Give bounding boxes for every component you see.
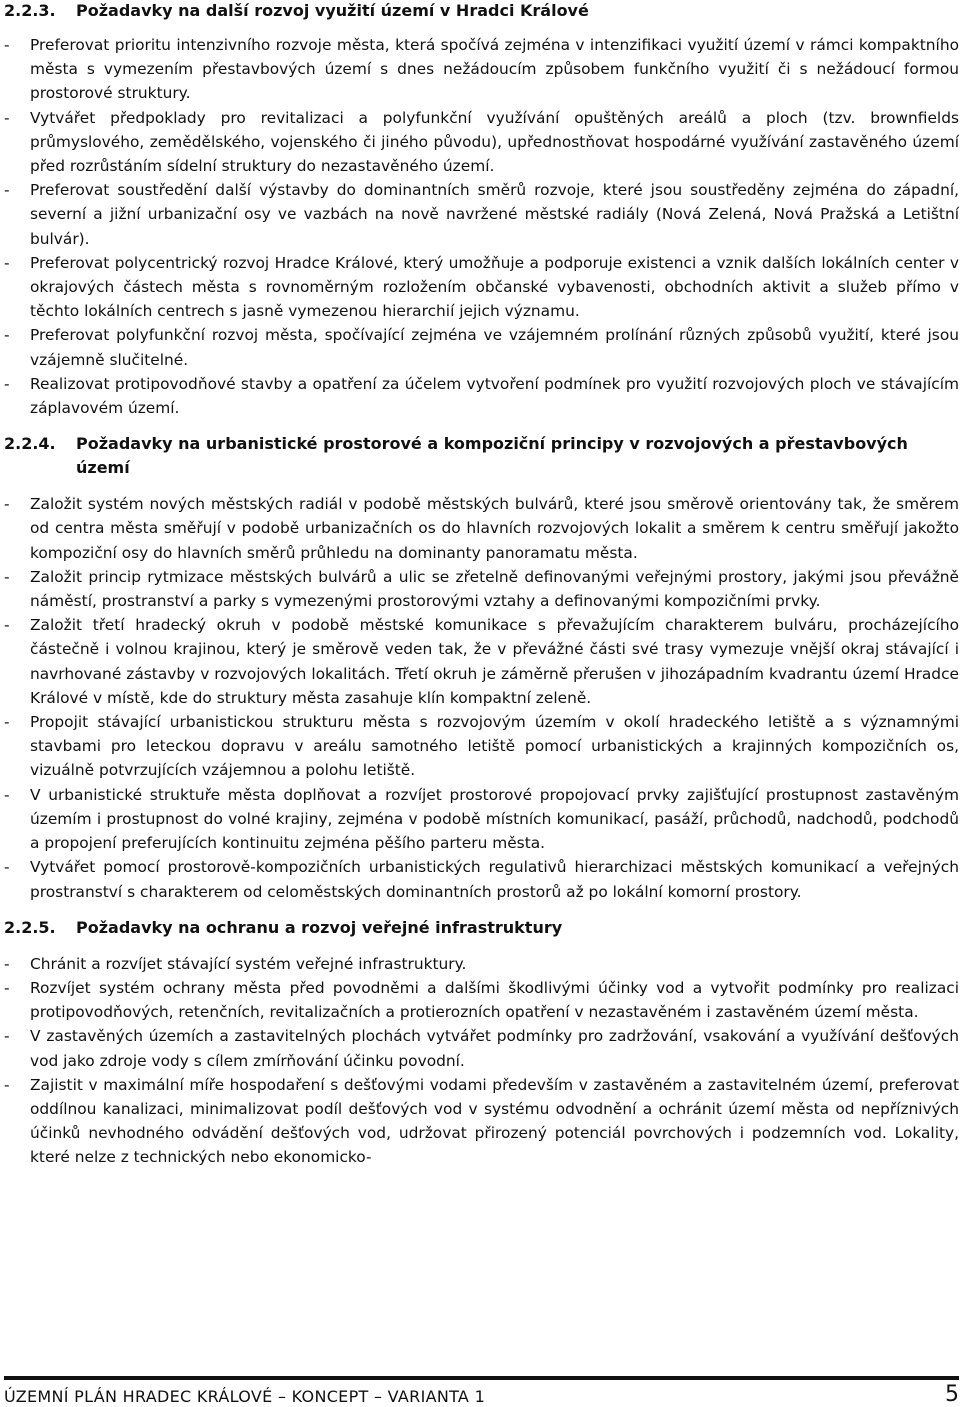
section-heading (4, 916, 959, 940)
list-item (4, 710, 959, 783)
list-dash: - (4, 713, 10, 732)
list-item (4, 323, 959, 371)
section-number: 2.2.3. (4, 1, 56, 20)
list-item-text: Založit princip rytmizace městských bulvárů a ulic se zřetelně definovanými veřejnými prostory, jakými jsou převážně náměstí, prostranství a parky s vymezenými prostorovými vztahy a definovanými kompozičními prvky. (30, 567, 959, 611)
list-item-text: V zastavěných územích a zastavitelných plochách vytvářet podmínky pro zadržování, vsakování a využívání dešťových vod jako zdroje vody s cílem zmírňování účinku povodní. (30, 1027, 959, 1070)
list-item (4, 492, 959, 565)
section-heading (4, 0, 959, 23)
list-item-text: Zajistit v maximální míře hospodaření s dešťovými vodami především v zastavěném a zastavitelném území, preferovat oddílnou kanalizaci, minimalizovat podíl dešťových vod v systému odvodnění a ochránit území města od nepříznivých účinků nevhodného odvádění dešťových vod, udržovat přirozený potenciál povrchových i podzemních vod. Lokality, které nelze z technických nebo ekonomicko- (30, 1075, 959, 1167)
list-item (4, 1024, 959, 1072)
footer-row (4, 1384, 959, 1406)
list-item-text: Preferovat soustředění další výstavby do dominantních směrů rozvoje, které jsou soustředěny zejména do západní, severní a jižní urbanizační osy ve vazbách na nově navržené městské radiály (Nová Zelená, Nová Pražská a Letištní bulvár). (30, 181, 959, 248)
list-dash: - (4, 978, 10, 997)
list-item-text: Preferovat prioritu intenzivního rozvoje města, která spočívá zejména v intenzifikaci využití území v rámci kompaktního města s vymezením přestavbových území s dnes nežádoucím způsobem funkčního využití či s nežádoucí formou prostorové struktury. (30, 36, 959, 103)
list-item-text: Preferovat polyfunkční rozvoj města, spočívající zejména ve vzájemném prolínání různých způsobů využití, které jsou vzájemně slučitelné. (30, 326, 959, 369)
list-item (4, 976, 959, 1024)
list-item (4, 783, 959, 856)
list-dash: - (4, 374, 10, 393)
list-dash: - (4, 253, 10, 272)
section-number: 2.2.5. (4, 917, 56, 937)
list-item-text: Propojit stávající urbanistickou strukturu města s rozvojovým územím v okolí hradeckého letiště a s významnými stavbami pro leteckou dopravu v areálu samotného letiště pomocí urbanistických a krajinných kompozičních os, vizuálně potvrzujících vzájemnou a polohu letiště. (30, 713, 959, 780)
footer-divider (4, 1376, 959, 1380)
list-item-text: Založit systém nových městských radiál v podobě městských bulvárů, které jsou směrově orientovány tak, že směrem od centra města směřují v podobě urbanizačních os do hlavních rozvojových lokalit a směrem k centru směřují jakožto kompoziční osy do hlavních směrů průhledu na dominanty panoramatu města. (30, 495, 959, 562)
list-dash: - (4, 326, 10, 345)
document-page (4, 0, 959, 1170)
list-item-text: Založit třetí hradecký okruh v podobě městské komunikace s převažujícím charakterem bulváru, procházejícího částečně i volnou krajinou, který je směrově veden tak, že v převážné části své trasy vymezuje vnější okraj stávající i navrhované zástavby v rozvojových lokalitách. Třetí okruh je záměrně přerušen v jihozápadním kvadrantu území Hradce Králové v místě, kde do struktury města zasahuje klín kompaktní zeleně. (30, 616, 959, 707)
requirements-list (4, 33, 959, 420)
list-item (4, 372, 959, 420)
list-dash: - (4, 1027, 10, 1046)
list-item (4, 251, 959, 324)
list-item (4, 952, 959, 976)
section-title: Požadavky na urbanistické prostorové a kompoziční principy v rozvojových a přestavbových území (76, 434, 908, 478)
list-item (4, 613, 959, 710)
page-footer (4, 1376, 959, 1406)
list-dash: - (4, 181, 10, 200)
list-dash: - (4, 108, 10, 127)
list-dash: - (4, 616, 10, 635)
list-item (4, 565, 959, 613)
list-item (4, 106, 959, 179)
requirements-list (4, 492, 959, 903)
section-heading (4, 432, 959, 480)
list-dash: - (4, 858, 10, 877)
list-dash: - (4, 954, 10, 973)
list-item (4, 1073, 959, 1170)
list-item-text: V urbanistické struktuře města doplňovat a rozvíjet prostorové propojovací prvky zajišťující prostupnost zastavěným územím i prostupnost do volné krajiny, zejména v podobě místních komunikací, pasáží, průchodů, nadchodů, podchodů a propojení preferujících kontinuitu zejména pěšího parteru města. (30, 785, 959, 853)
list-item-text: Chránit a rozvíjet stávající systém veřejné infrastruktury. (30, 954, 467, 973)
footer-title: ÚZEMNÍ PLÁN HRADEC KRÁLOVÉ – KONCEPT – VARIANTA 1 (4, 1387, 486, 1406)
list-item (4, 178, 959, 251)
list-item-text: Preferovat polycentrický rozvoj Hradce Králové, který umožňuje a podporuje existenci a vznik dalších lokálních center v okrajových částech města s rovnoměrným rozložením občanské vybavenosti, obchodních aktivit a služeb přímo v těchto lokálních centrech s jasně vymezenou hierarchií jejich významu. (30, 253, 959, 321)
section-title: Požadavky na ochranu a rozvoj veřejné infrastruktury (76, 917, 563, 937)
section-title: Požadavky na další rozvoj využití území v Hradci Králové (76, 1, 589, 20)
page-number: 5 (945, 1382, 959, 1407)
list-item-text: Rozvíjet systém ochrany města před povodněmi a dalšími škodlivými účinky vod a vytvořit podmínky pro realizaci protipovodňových, retenčních, revitalizačních a protierozních opatření v nezastavěném i zastavěném území města. (30, 978, 959, 1022)
list-dash: - (4, 785, 10, 804)
section-number: 2.2.4. (4, 434, 56, 454)
list-item-text: Vytvářet pomocí prostorově-kompozičních urbanistických regulativů hierarchizaci městských komunikací a veřejných prostranství s charakterem od celoměstských dominantních prostorů až po lokální komorní prostory. (30, 858, 959, 901)
list-item-text: Realizovat protipovodňové stavby a opatření za účelem vytvoření podmínek pro využití rozvojových ploch ve stávajícím záplavovém území. (30, 374, 959, 418)
list-item (4, 33, 959, 106)
list-dash: - (4, 1075, 10, 1094)
list-dash: - (4, 495, 10, 514)
list-item-text: Vytvářet předpoklady pro revitalizaci a polyfunkční využívání opuštěných areálů a ploch (tzv. brownfields průmyslového, zemědělského, vojenského či jiného původu), upřednostňovat hospodárné využívání zastavěného území před rozrůstáním sídelní struktury do nezastavěného území. (30, 108, 959, 176)
requirements-list (4, 952, 959, 1170)
list-item (4, 855, 959, 903)
list-dash: - (4, 567, 10, 586)
list-dash: - (4, 36, 10, 54)
